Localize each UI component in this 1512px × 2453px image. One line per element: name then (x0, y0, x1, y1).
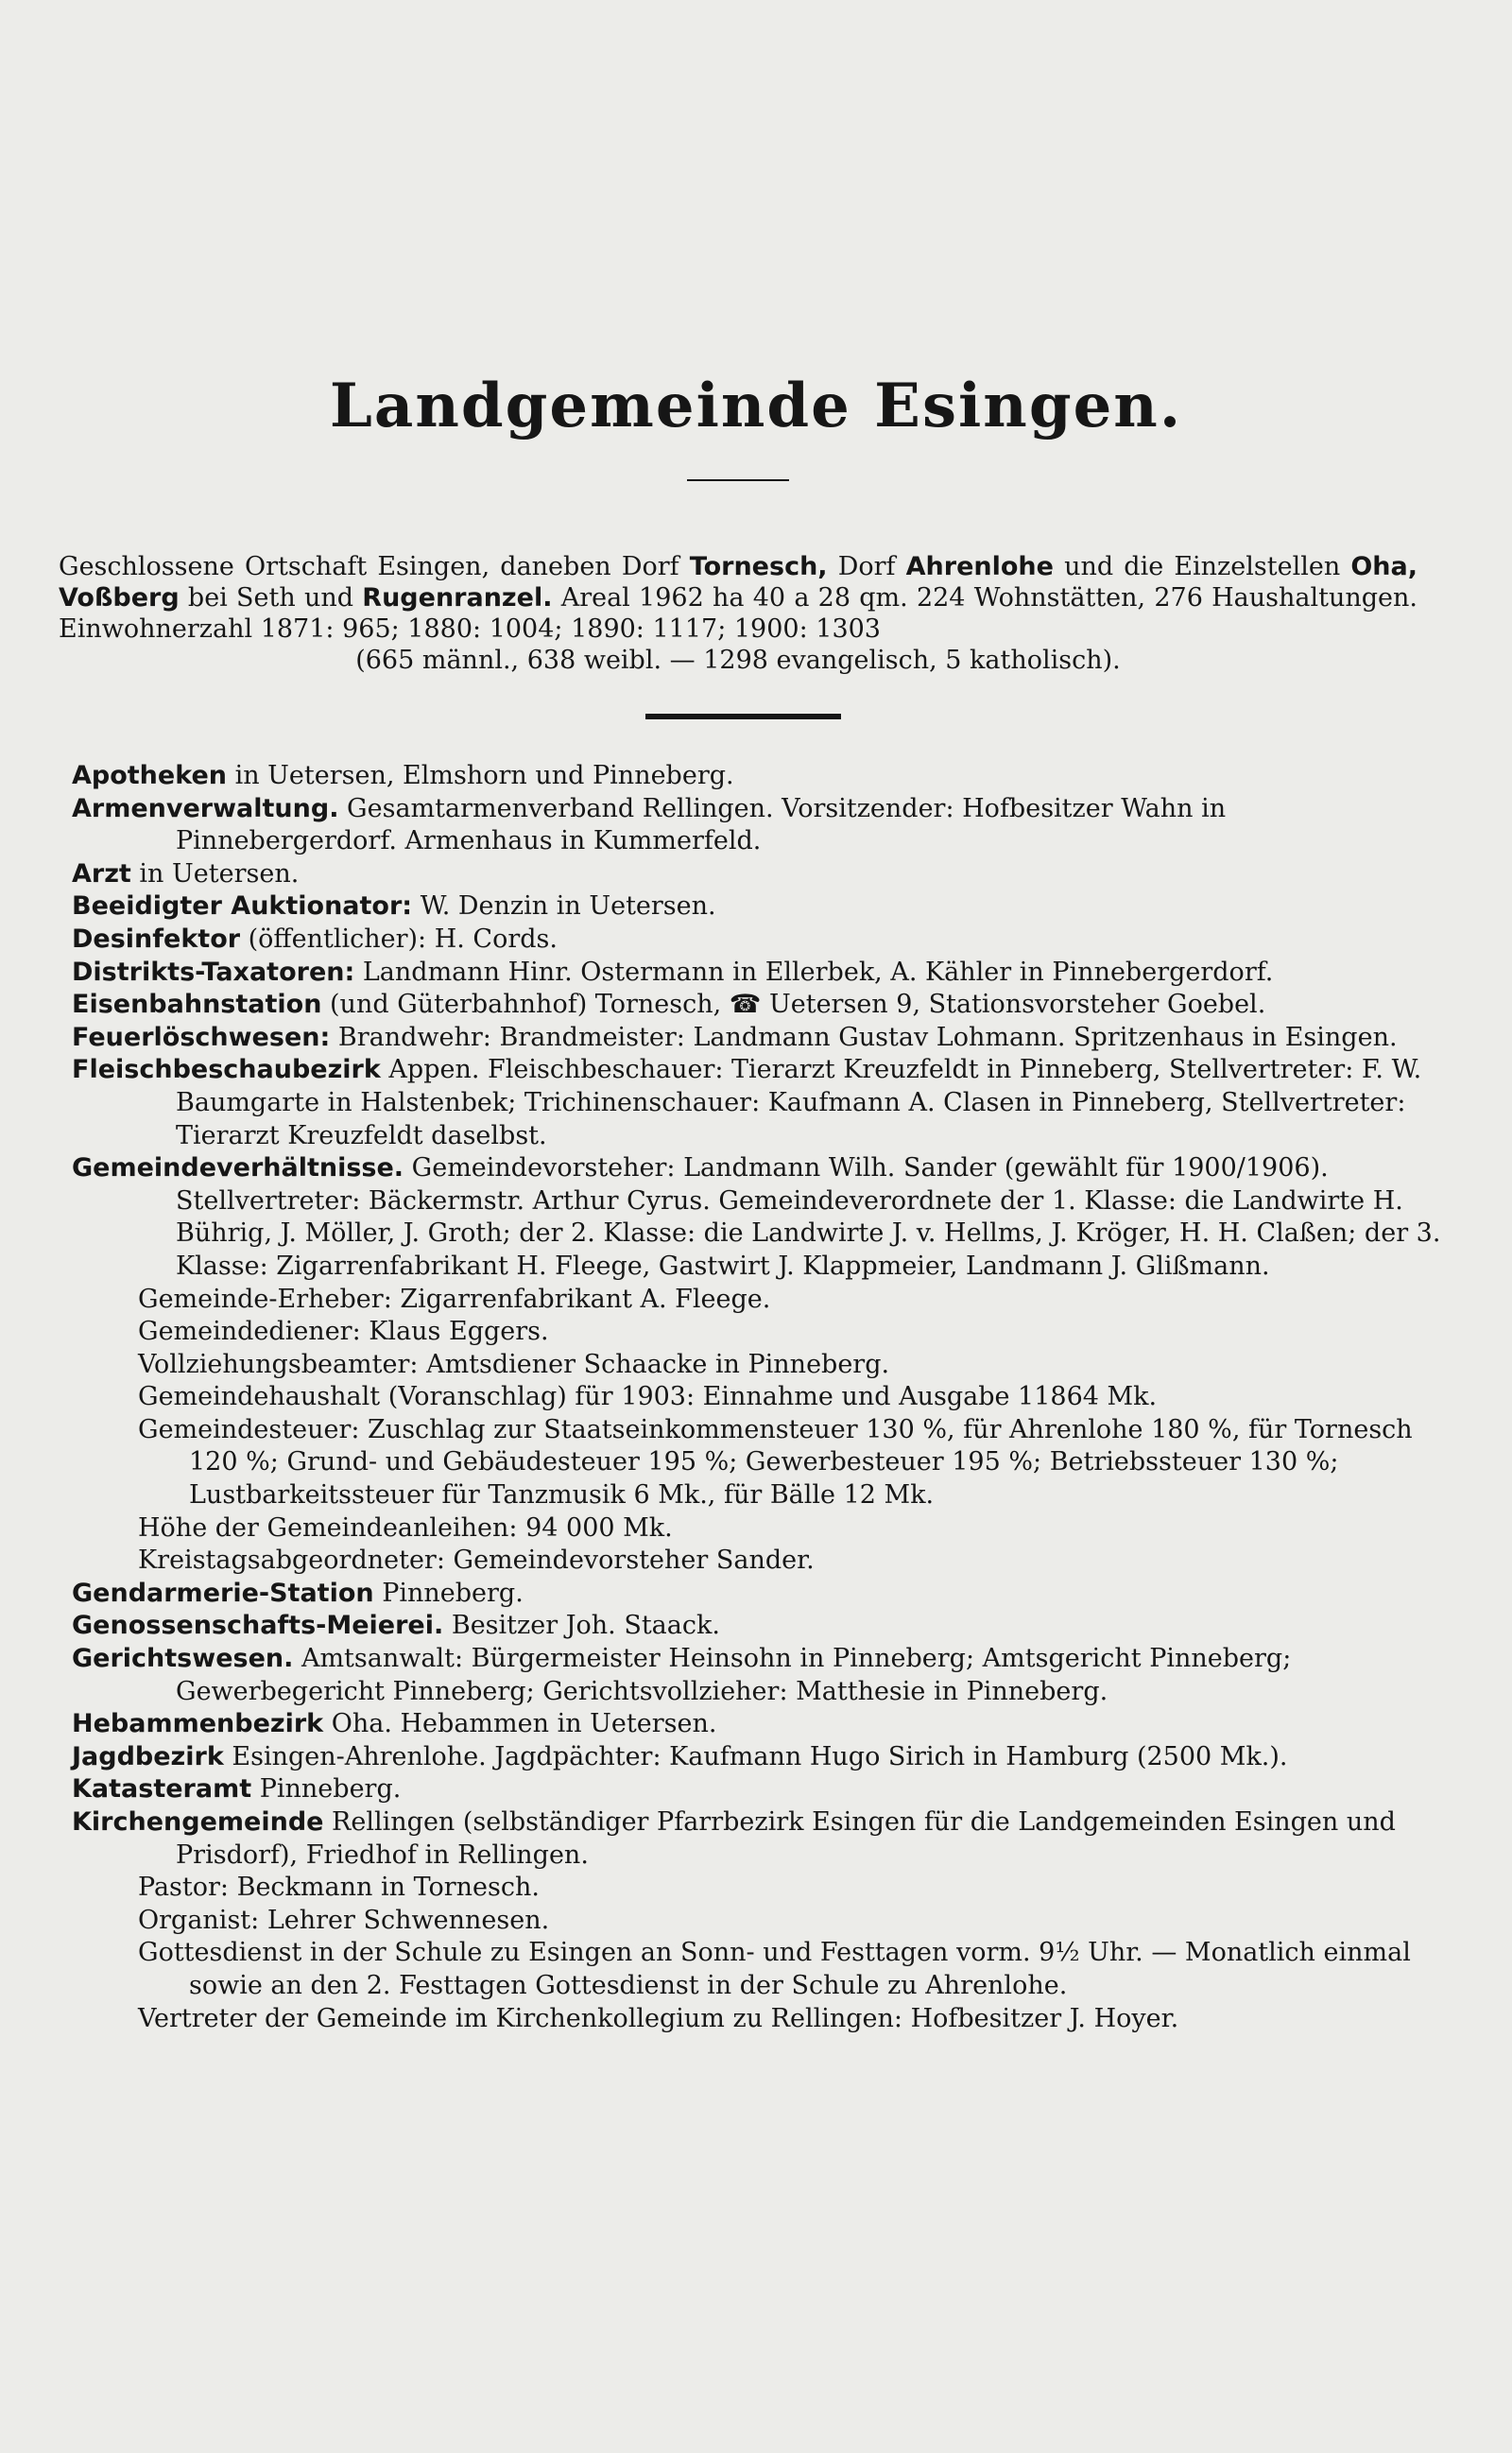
entry-text: Landmann Hinr. Ostermann in Ellerbek, A. Kähler in Pinnebergerdorf. (354, 957, 1274, 987)
entry-text: in Uetersen, Elmshorn und Pinneberg. (226, 761, 734, 790)
sub-entry: Gemeindediener: Klaus Eggers. (138, 1317, 549, 1347)
entry-kirchengemeinde (0, 1806, 1512, 1872)
sub-entry: Höhe der Gemeindeanleihen: 94 000 Mk. (138, 1512, 673, 1543)
entry-gendarmerie (0, 1578, 1512, 1611)
entry-head: Eisenbahnstation (72, 990, 322, 1020)
entry-armenverwaltung (0, 793, 1512, 858)
entry-head: Beeidigter Auktionator: (72, 891, 413, 922)
entry-text: Pinneberg. (251, 1774, 402, 1805)
entry-head: Apotheken (72, 761, 227, 790)
entry-head: Jagdbezirk (72, 1741, 224, 1771)
sub-entry: Vertreter der Gemeinde im Kirchenkollegium zu Rellingen: Hofbesitzer J. Hoyer. (138, 2003, 1179, 2033)
entry-arzt (0, 858, 1512, 891)
entry-head: Gemeindeverhältnisse. (72, 1153, 404, 1183)
entry-head: Gerichtswesen. (72, 1644, 294, 1674)
intro-bold: Ahrenlohe (905, 552, 1054, 581)
entry-feuerloeschwesen (0, 1022, 1512, 1055)
sub-entry: Gemeindesteuer: Zuschlag zur Staatseinkommensteuer 130 %, für Ahrenlohe 180 %, für Tornesch 120 %; Grund- und Gebäudesteuer 195 %; Gewerbesteuer 195 %; Betriebssteuer 130 %; Lustbarkeitssteuer für Tanzmusik 6 Mk., für Bälle 12 Mk. (138, 1414, 1413, 1511)
intro-last-line: (665 männl., 638 weibl. — 1298 evangelisch, 5 katholisch). (355, 646, 1121, 675)
entry-text: in Uetersen. (130, 858, 300, 889)
entry-apotheken (0, 760, 1512, 793)
intro-text: Dorf (827, 552, 906, 581)
page-title: Landgemeinde Esingen. (329, 371, 1183, 441)
title-divider (687, 479, 789, 481)
sub-entry: Gemeindehaushalt (Voranschlag) für 1903: Einnahme und Ausgabe 11864 Mk. (138, 1382, 1158, 1412)
section-divider (645, 714, 841, 719)
entry-gerichtswesen (0, 1643, 1512, 1708)
entry-text: Amtsanwalt: Bürgermeister Heinsohn in Pinneberg; Amtsgericht Pinneberg; Gewerbegericht Pinneberg; Gerichtsvollzieher: Matthesie in Pinneberg. (176, 1644, 1292, 1706)
intro-bold: Tornesch, (689, 552, 828, 581)
entry-auktionator (0, 890, 1512, 924)
sub-entry: Organist: Lehrer Schwennesen. (138, 1905, 550, 1935)
intro-text: und die Einzelstellen (1053, 552, 1351, 581)
sub-entry: Vollziehungsbeamter: Amtsdiener Schaacke in Pinneberg. (138, 1349, 890, 1379)
entry-text: W. Denzin in Uetersen. (412, 891, 716, 922)
entry-head: Distrikts-Taxatoren: (72, 957, 355, 987)
entry-text: Appen. Fleischbeschauer: Tierarzt Kreuzfeldt in Pinneberg, Stellvertreter: F. W. Baumgarte in Halstenbek; Trichinenschauer: Kaufmann A. Clasen in Pinneberg, Stellvertreter: Tierarzt Kreuzfeldt daselbst. (176, 1055, 1422, 1150)
intro-text: Areal 1962 ha 40 a 28 qm. 224 Wohnstätten, 276 Haushaltungen. Einwohnerzahl 1871: 965; 1880: 1004; 1890: 1117; 1900: 1303 (59, 583, 1418, 644)
entry-text: Gemeindevorsteher: Landmann Wilh. Sander (gewählt für 1900/1906). Stellvertreter: Bäckermstr. Arthur Cyrus. Gemeindeverordnete der 1. Klasse: die Landwirte H. Bührig, J. Möller, J. Groth; der 2. Klasse: die Landwirte J. v. Hellms, J. Kröger, H. H. Claßen; der 3. Klasse: Zigarrenfabrikant H. Fleege, Gastwirt J. Klappmeier, Landmann J. Glißmann. (176, 1153, 1441, 1281)
entry-head: Fleischbeschaubezirk (72, 1055, 381, 1085)
intro-bold: Rugenranzel. (362, 583, 553, 613)
entry-text: Esingen-Ahrenlohe. Jagdpächter: Kaufmann Hugo Sirich in Hamburg (2500 Mk.). (223, 1741, 1288, 1771)
entry-katasteramt (0, 1773, 1512, 1806)
entry-head: Feuerlöschwesen: (72, 1022, 331, 1052)
entry-desinfektor (0, 924, 1512, 957)
entry-text: Pinneberg. (373, 1578, 524, 1608)
sub-entry: Gemeinde-Erheber: Zigarrenfabrikant A. Fleege. (138, 1284, 771, 1314)
entry-jagdbezirk (0, 1741, 1512, 1774)
intro-text: bei Seth und (179, 583, 363, 613)
entry-head: Kirchengemeinde (72, 1807, 324, 1837)
entry-meierei (0, 1610, 1512, 1643)
entry-text: (öffentlicher): H. Cords. (240, 924, 558, 954)
entry-text: Rellingen (selbständiger Pfarrbezirk Esingen für die Landgemeinden Esingen und Prisdorf), Friedhof in Rellingen. (176, 1807, 1396, 1870)
intro-bold: Oha, Voßberg (59, 552, 1418, 613)
entry-head: Hebammenbezirk (72, 1709, 324, 1739)
entry-text: Brandwehr: Brandmeister: Landmann Gustav Lohmann. Spritzenhaus in Esingen. (330, 1022, 1398, 1052)
entry-head: Desinfektor (72, 924, 241, 954)
entry-text: Gesamtarmenverband Rellingen. Vorsitzender: Hofbesitzer Wahn in Pinnebergerdorf. Armenhaus in Kummerfeld. (176, 793, 1227, 856)
sub-entry: Gottesdienst in der Schule zu Esingen an Sonn- und Festtagen vorm. 9½ Uhr. — Monatlich einmal sowie an den 2. Festtagen Gottesdienst in der Schule zu Ahrenlohe. (138, 1938, 1411, 2000)
entry-head: Arzt (72, 858, 131, 889)
entry-taxatoren (0, 957, 1512, 990)
sub-entry: Pastor: Beckmann in Tornesch. (138, 1873, 540, 1903)
sub-entry: Kreistagsabgeordneter: Gemeindevorsteher Sander. (138, 1546, 815, 1576)
entry-head: Armenverwaltung. (72, 793, 339, 823)
entry-text: Besitzer Joh. Staack. (443, 1611, 720, 1641)
intro-paragraph (59, 551, 1418, 676)
entry-head: Katasteramt (72, 1774, 252, 1805)
entry-head: Gendarmerie-Station (72, 1578, 374, 1608)
entry-gemeindeverhaeltnisse (0, 1152, 1512, 1283)
entry-eisenbahnstation (0, 989, 1512, 1022)
entry-fleischbeschau (0, 1054, 1512, 1152)
entry-text: Oha. Hebammen in Uetersen. (323, 1709, 717, 1739)
entry-hebammenbezirk (0, 1708, 1512, 1741)
entry-head: Genossenschafts-Meierei. (72, 1611, 444, 1641)
entry-list (0, 760, 1512, 2035)
intro-text: Geschlossene Ortschaft Esingen, daneben Dorf (59, 552, 690, 581)
entry-text: (und Güterbahnhof) Tornesch, ☎ Uetersen 9, Stationsvorsteher Goebel. (321, 990, 1266, 1020)
